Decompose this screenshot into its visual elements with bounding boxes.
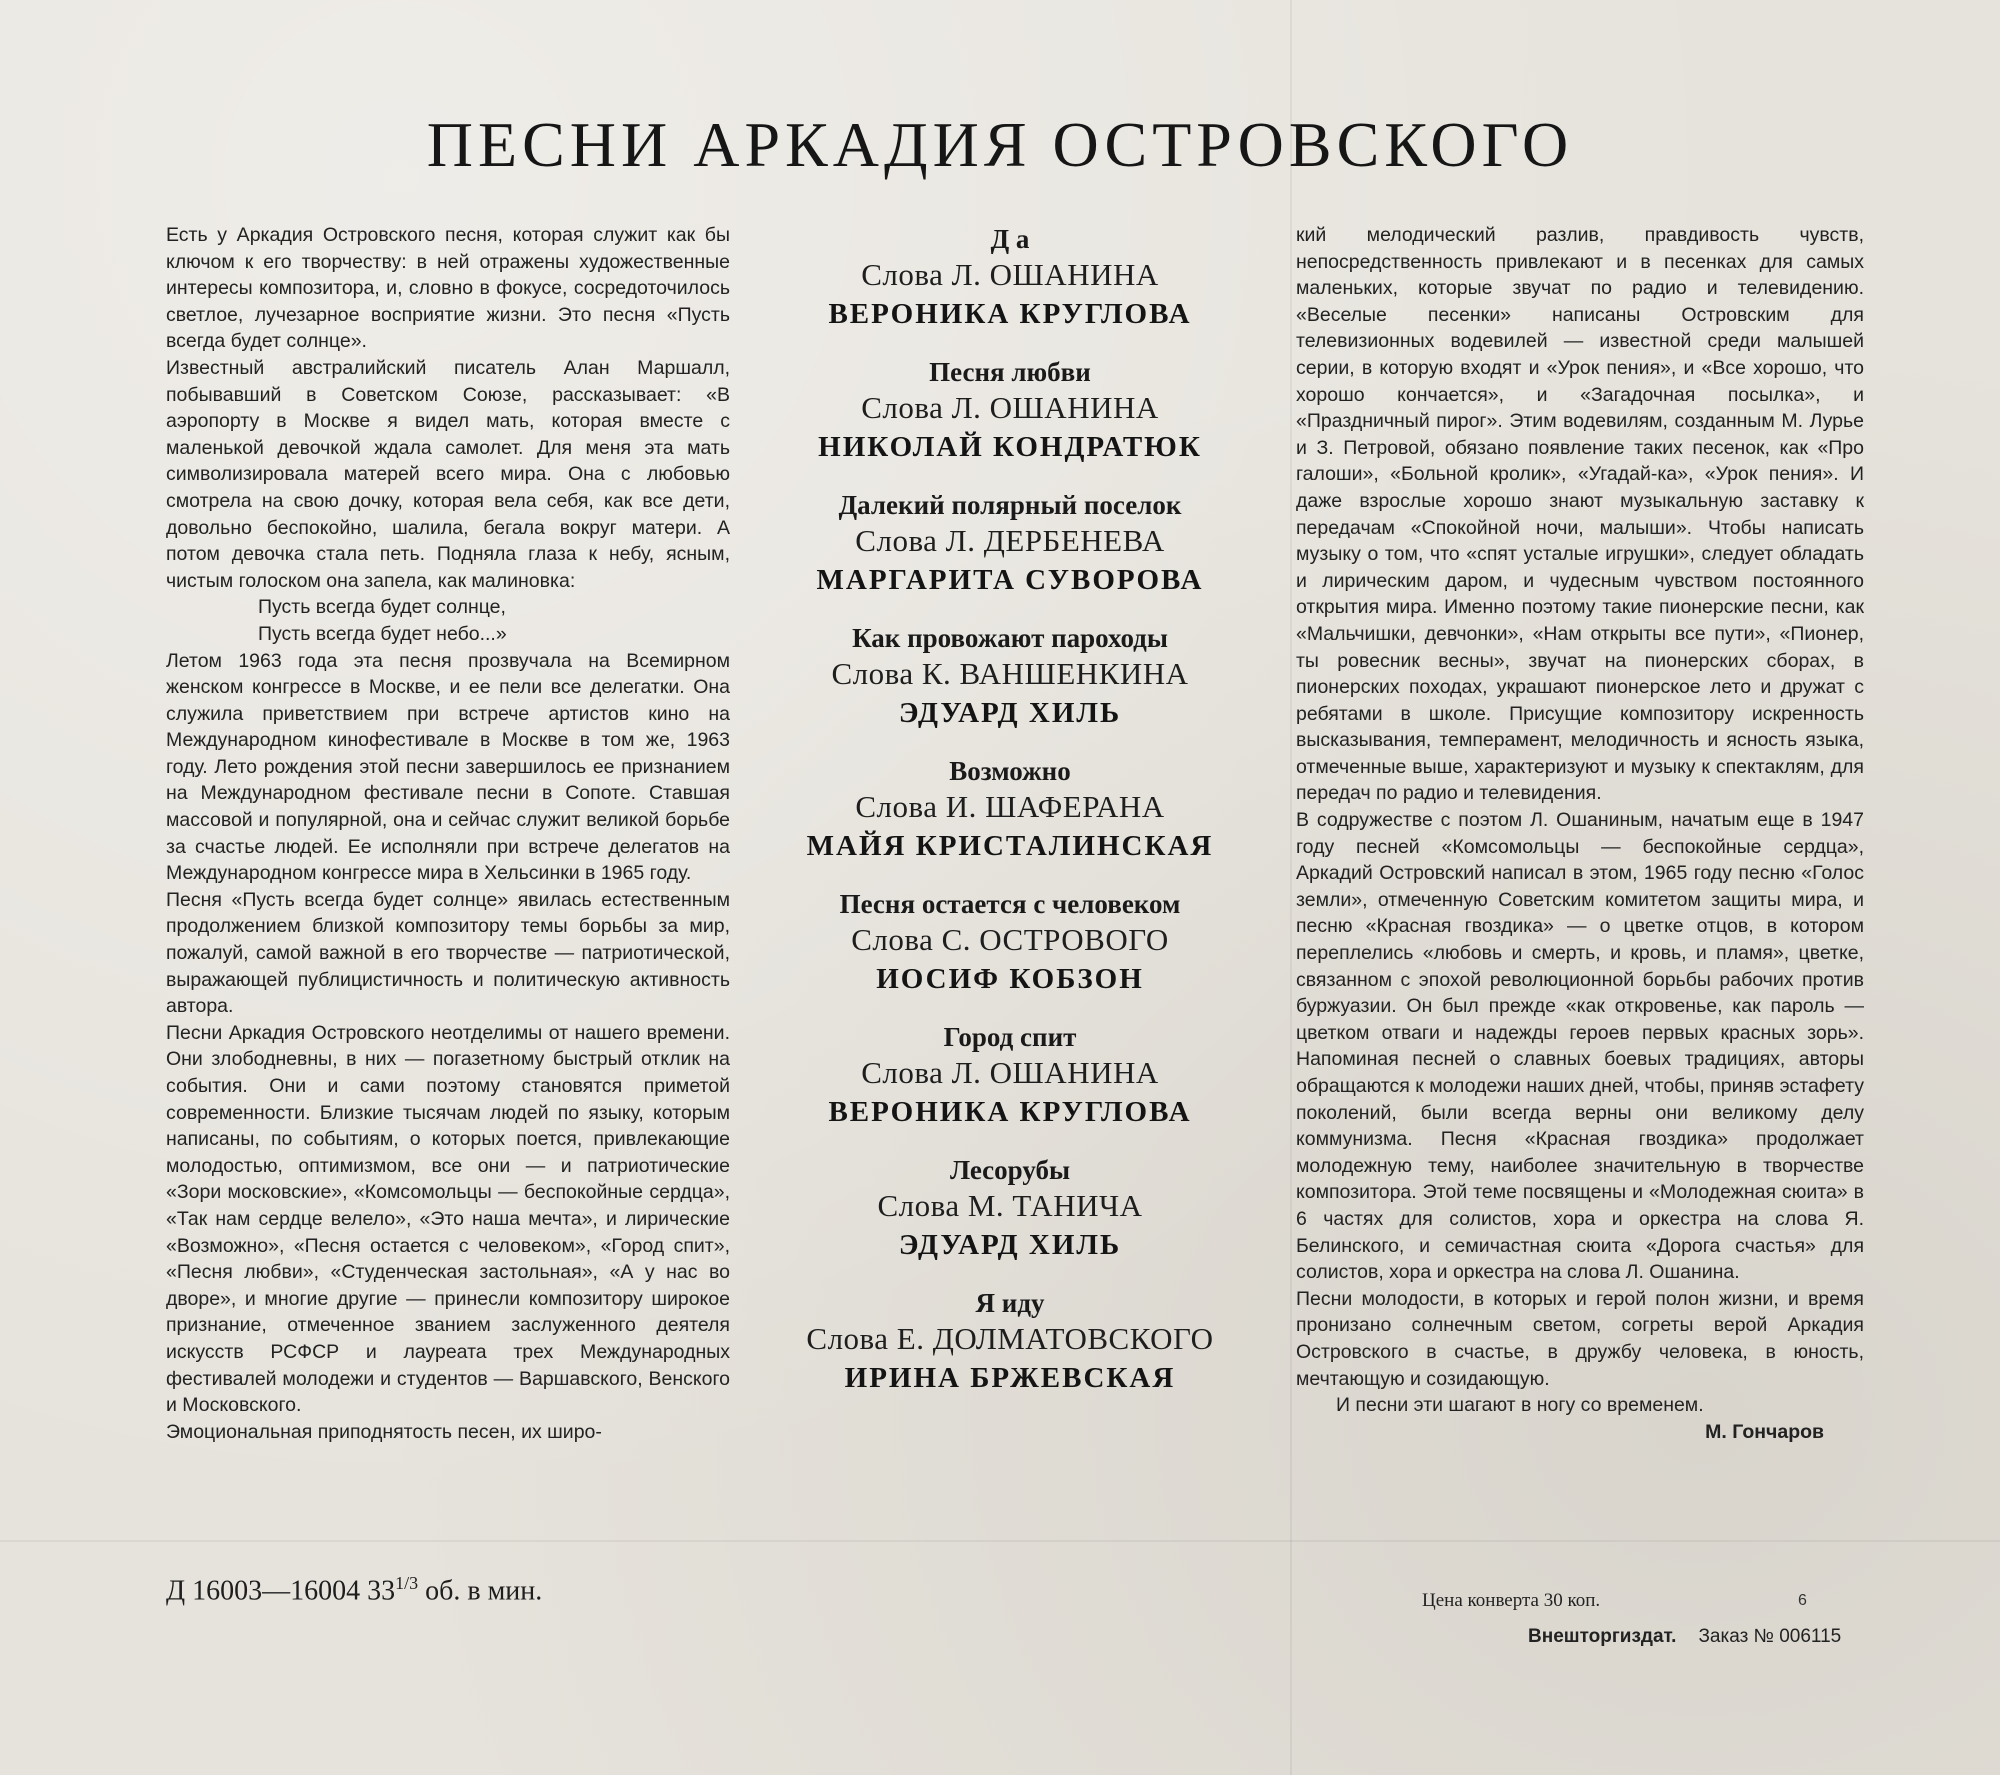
paragraph: Эмоциональная приподнятость песен, их широ-	[166, 1420, 602, 1443]
track-title: Лесорубы	[949, 1155, 1071, 1185]
paragraph: Песни молодости, в которых и герой полон жизни, и время пронизано солнечным светом, согреты верой Аркадия Островского в счастье, в дружбу человека, в юность, мечтающую и созидающую.	[1296, 1287, 1864, 1390]
track-lyricist: Слова Л. ОШАНИНА	[861, 390, 1159, 425]
right-text-column	[1296, 222, 1864, 1445]
track-lyricist: Слова Л. ОШАНИНА	[861, 257, 1159, 292]
track-title: Д а	[990, 224, 1030, 254]
left-text-column	[166, 222, 730, 1445]
track-entry	[760, 355, 1260, 467]
catalog-code: Д 16003—16004 33	[166, 1575, 396, 1607]
track-lyricist: Слова Л. ДЕРБЕНЕВА	[855, 523, 1165, 558]
track-performer: ВЕРОНИКА КРУГЛОВА	[828, 298, 1192, 330]
publisher-name: Внешторгиздат.	[1528, 1626, 1677, 1647]
paragraph: В содружестве с поэтом Л. Ошаниным, начатым еще в 1947 году песней «Комсомольцы — беспокойные сердца», Аркадий Островский написал в этом, 1965 году песню «Голос земли», отмеченную Советским комитетом защиты мира, и песню «Красная гвоздика» — о цветке отцов, в котором переплелись «любовь и смерть, и кровь, и пламя», цветке, связанном с эпохой революционной борьбы рабочих против буржуазии. Он был прежде «как откровенье, как пароль — цветком отваги и надежды героев первых красных зорь». Напоминая песней о славных боевых традициях, авторы обращаются к молодежи наших дней, чтобы, приняв эстафету поколений, были всегда верны они великому делу коммунизма. Песня «Красная гвоздика» продолжает молодежную тему, наиболее значительную в творчестве композитора. Этой теме посвящены и «Молодежная сюита» в 6 частях для солистов, хора и оркестра на слова Я. Белинского, и семичастная сюита «Дорога счастья» для солистов, хора и оркестра на слова Л. Ошанина.	[1296, 809, 1864, 1284]
track-performer: ИОСИФ КОБЗОН	[876, 963, 1144, 995]
track-title: Песня любви	[929, 357, 1091, 387]
track-title: Как провожают пароходы	[852, 623, 1168, 653]
track-title: Далекий полярный поселок	[838, 490, 1182, 520]
track-entry	[760, 887, 1260, 999]
paragraph: кий мелодический разлив, правдивость чувств, непосредственность привлекают и в песенках для самых маленьких, которые звучат по радио и телевидению. «Веселые песенки» написаны Островским для телевизионных водевилей — известной среди малышей серии, в которую входят и «Урок пения», и «Все хорошо, что хорошо кончается», и «Загадочная посылка», и «Праздничный пирог». Этим водевилям, созданным М. Лурье и З. Петровой, обязано появление таких песенок, как «Про галоши», «Больной кролик», «Угадай-ка», «Урок пения». И даже взрослые хорошо знают музыкальную заставку к передачам «Спокойной ночи, малыши». Чтобы написать музыку о том, что «спят усталые игрушки», следует обладать и лирическим даром, и чудесным чувством постоянного открытия мира. Именно поэтому такие пионерские песни, как «Мальчишки, девчонки», «Нам открыты все пути», «Пионер, ты ровесник весны», звучат на пионерских сборах, в пионерских походах, украшают пионерское лето и дружат с ребятами в школе. Присущие композитору искренность высказывания, темперамент, мелодичность и ясность языка, отмеченные выше, характеризуют и музыку к спектаклям, для передач по радио и телевидения.	[1296, 224, 1864, 805]
paragraph: Летом 1963 года эта песня прозвучала на Всемирном женском конгрессе в Москве, и ее пели все делегатки. Она служила приветствием при встрече артистов кино на Международном кинофестивале в Москве в том же, 1963 году. Лето рождения этой песни завершилось ее признанием на Международном фестивале песни в Сопоте. Ставшая массовой и популярной, она и сейчас служит великой борьбе за счастье людей. Ее исполняли при встрече делегатов на Международном конгрессе мира в Хельсинки в 1965 году.	[166, 649, 730, 885]
track-lyricist: Слова Л. ОШАНИНА	[861, 1055, 1159, 1090]
track-lyricist: Слова К. ВАНШЕНКИНА	[831, 656, 1189, 691]
page-title: ПЕСНИ АРКАДИЯ ОСТРОВСКОГО	[426, 109, 1574, 180]
verse-line: Пусть всегда будет солнце,	[258, 596, 506, 619]
track-entry	[760, 1020, 1260, 1132]
paragraph: Песня «Пусть всегда будет солнце» явилась естественным продолжением близкой композитору темы борьбы за мир, пожалуй, самой важной в его творчестве — патриотической, выражающей публицистичность и политическую активность автора.	[166, 888, 730, 1018]
catalog-number	[166, 1573, 542, 1607]
closing-line: И песни эти шагают в ногу со временем.	[1336, 1394, 1704, 1417]
track-performer: ЭДУАРД ХИЛЬ	[898, 1229, 1122, 1261]
paragraph: Есть у Аркадия Островского песня, которая служит как бы ключом к его творчеству: в ней отражены художественные интересы композитора, и, словно в фокусе, сосредоточилось светлое, лучезарное восприятие жизни. Это песня «Пусть всегда будет солнце».	[166, 224, 730, 353]
track-title: Возможно	[949, 756, 1071, 786]
track-lyricist: Слова И. ШАФЕРАНА	[855, 789, 1165, 824]
track-performer: НИКОЛАЙ КОНДРАТЮК	[818, 431, 1202, 463]
track-performer: МАРГАРИТА СУВОРОВА	[816, 564, 1204, 596]
track-entry	[760, 222, 1260, 334]
paragraph: Известный австралийский писатель Алан Маршалл, побывавший в Советском Союзе, рассказывает: «В аэропорту в Москве я видел мать, которая вместе с маленькой девочкой ждала самолет. Для меня эта мать символизировала матерей всего мира. Она с любовью смотрела на свою дочку, которая вела себя, как все дети, довольно беспокойно, шалила, бегала вокруг матери. А потом девочка стала петь. Подняла глаза к небу, ясным, чистым голоском она запела, как малиновка:	[166, 356, 730, 592]
sheet-number: 6	[1798, 1592, 1807, 1609]
speed-unit: об. в мин.	[418, 1575, 543, 1607]
track-title: Город спит	[943, 1022, 1077, 1052]
track-entry	[760, 1286, 1260, 1398]
paragraph: Песни Аркадия Островского неотделимы от нашего времени. Они злободневны, в них — погазетному быстрый отклик на события. Они и сами поэтому становятся приметой современности. Близкие тысячам людей по языку, которым написаны, по событиям, о которых поется, привлекающие молодостью, оптимизмом, все они — и патриотические «Зори московские», «Комсомольцы — беспокойные сердца», «Так нам сердце велело», «Это наша мечта», и лирические «Возможно», «Песня остается с человеком», «Город спит», «Песня любви», «Студенческая застольная», «А у нас во дворе», и многие другие — принесли композитору широкое признание, отмеченное званием заслуженного деятеля искусств РСФСР и лауреата трех Международных фестивалей молодежи и студентов — Варшавского, Венского и Московского.	[166, 1021, 730, 1417]
speed-fraction: 1/3	[395, 1573, 419, 1593]
track-title: Песня остается с человеком	[839, 889, 1181, 919]
paper-crease	[0, 1540, 2000, 1542]
sleeve-price: Цена конверта 30 коп.	[1422, 1590, 1601, 1611]
track-entry	[760, 754, 1260, 866]
track-lyricist: Слова Е. ДОЛМАТОВСКОГО	[806, 1321, 1214, 1356]
track-title: Я иду	[975, 1288, 1045, 1318]
verse-line: Пусть всегда будет небо...»	[258, 622, 507, 645]
track-entry	[760, 621, 1260, 733]
track-lyricist: Слова С. ОСТРОВОГО	[851, 922, 1169, 957]
track-performer: ИРИНА БРЖЕВСКАЯ	[844, 1362, 1176, 1394]
track-entry	[760, 488, 1260, 600]
track-entry	[760, 1153, 1260, 1265]
print-order	[1528, 1626, 1841, 1648]
order-number: Заказ № 006115	[1698, 1626, 1842, 1647]
track-performer: ВЕРОНИКА КРУГЛОВА	[828, 1096, 1192, 1128]
track-list	[760, 222, 1260, 1419]
author-signature: М. Гончаров	[1705, 1420, 1824, 1443]
track-performer: МАЙЯ КРИСТАЛИНСКАЯ	[806, 830, 1214, 862]
paper-crease	[1290, 0, 1292, 1775]
track-lyricist: Слова М. ТАНИЧА	[877, 1188, 1143, 1223]
track-performer: ЭДУАРД ХИЛЬ	[898, 697, 1122, 729]
